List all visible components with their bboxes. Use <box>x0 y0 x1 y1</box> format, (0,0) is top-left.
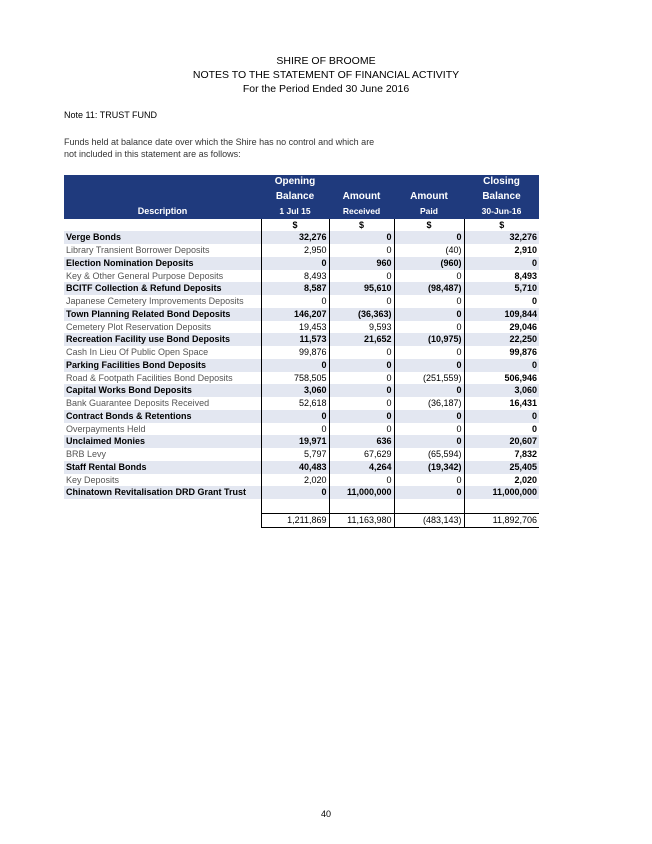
row-value: (40) <box>394 244 464 257</box>
currency-cell: $ <box>329 219 394 232</box>
row-value: (36,187) <box>394 397 464 410</box>
row-value: 960 <box>329 257 394 270</box>
row-value: 40,483 <box>261 461 329 474</box>
row-value: (960) <box>394 257 464 270</box>
header-closing-1: Closing <box>464 175 539 190</box>
row-value: 21,652 <box>329 333 394 346</box>
row-value: 3,060 <box>464 384 539 397</box>
row-value: 8,587 <box>261 282 329 295</box>
row-description: Cemetery Plot Reservation Deposits <box>66 321 212 332</box>
header-paid-1: Amount <box>394 190 464 205</box>
row-description: BRB Levy <box>66 449 107 459</box>
header-received-1: Amount <box>329 190 394 205</box>
row-value: 0 <box>329 231 394 244</box>
intro-line-1: Funds held at balance date over which the Shire has no control and which are <box>64 137 375 147</box>
table-row <box>64 448 539 461</box>
row-value: 758,505 <box>261 372 329 385</box>
table-row <box>64 372 539 385</box>
row-value: (10,975) <box>394 333 464 346</box>
row-value: 0 <box>394 384 464 397</box>
row-description: BCITF Collection & Refund Deposits <box>64 282 261 295</box>
row-description: Key & Other General Purpose Deposits <box>66 270 224 281</box>
table-row <box>64 410 539 423</box>
row-value: 0 <box>394 359 464 372</box>
table-row <box>64 244 539 257</box>
row-value: 0 <box>261 410 329 423</box>
row-value: 99,876 <box>509 347 537 357</box>
row-value: 0 <box>394 410 464 423</box>
row-description: Overpayments Held <box>66 423 146 434</box>
total-value: 11,892,706 <box>464 514 539 528</box>
table-row <box>64 333 539 346</box>
row-value: 0 <box>394 308 464 321</box>
row-value: 0 <box>261 257 329 270</box>
row-description: Staff Rental Bonds <box>64 461 261 474</box>
table-row <box>64 474 539 487</box>
row-value: 0 <box>394 295 464 308</box>
row-value: 8,493 <box>514 270 537 281</box>
header-notes-title: NOTES TO THE STATEMENT OF FINANCIAL ACTIVITY <box>192 69 460 81</box>
table-row <box>64 346 539 359</box>
row-description: Chinatown Revitalisation DRD Grant Trust <box>64 486 261 499</box>
row-value: 16,431 <box>509 398 537 408</box>
row-value: 0 <box>394 346 464 359</box>
row-value: 95,610 <box>329 282 394 295</box>
row-value: 0 <box>329 474 394 487</box>
row-value: 0 <box>394 474 464 487</box>
row-value: 0 <box>464 410 539 423</box>
total-value: 1,211,869 <box>261 514 329 528</box>
row-value: 11,000,000 <box>464 486 539 499</box>
row-value: 11,000,000 <box>329 486 394 499</box>
header-shire-name: SHIRE OF BROOME <box>276 55 376 67</box>
header-opening-3: 1 Jul 15 <box>261 204 329 219</box>
totals-row <box>64 514 539 528</box>
row-description: Road & Footpath Facilities Bond Deposits <box>66 372 233 383</box>
header-period: For the Period Ended 30 June 2016 <box>242 83 410 95</box>
row-value: 19,453 <box>261 321 329 334</box>
row-value: 0 <box>329 295 394 308</box>
table-header <box>64 175 539 219</box>
row-value: 3,060 <box>261 384 329 397</box>
row-value: 2,020 <box>261 474 329 487</box>
table-row <box>64 295 539 308</box>
table-row <box>64 359 539 372</box>
total-value: (483,143) <box>394 514 464 528</box>
table-row <box>64 423 539 436</box>
row-value: (36,363) <box>329 308 394 321</box>
row-value: 20,607 <box>464 435 539 448</box>
row-description: Unclaimed Monies <box>64 435 261 448</box>
row-value: 5,710 <box>464 282 539 295</box>
page-number: 40 <box>320 809 331 819</box>
row-value: 0 <box>394 423 464 436</box>
trust-fund-table <box>64 175 539 528</box>
row-value: 0 <box>329 359 394 372</box>
row-value: 0 <box>329 384 394 397</box>
row-value: 99,876 <box>261 346 329 359</box>
row-value: 9,593 <box>329 321 394 334</box>
currency-cell: $ <box>394 219 464 232</box>
row-description: Capital Works Bond Deposits <box>64 384 261 397</box>
row-value: 0 <box>329 423 394 436</box>
row-value: 2,950 <box>261 244 329 257</box>
row-value: 0 <box>394 486 464 499</box>
row-description: Verge Bonds <box>64 231 261 244</box>
row-value: 52,618 <box>261 397 329 410</box>
table-row <box>64 282 539 295</box>
row-value: (251,559) <box>394 372 464 385</box>
table-row <box>64 321 539 334</box>
row-value: 32,276 <box>464 231 539 244</box>
row-value: (98,487) <box>394 282 464 295</box>
row-value: 8,493 <box>261 270 329 283</box>
table-row <box>64 461 539 474</box>
row-value: 0 <box>261 423 329 436</box>
row-value: 5,797 <box>261 448 329 461</box>
row-value: 11,573 <box>261 333 329 346</box>
currency-cell: $ <box>499 219 505 230</box>
table-row <box>64 486 539 499</box>
row-value: 0 <box>329 397 394 410</box>
row-description: Recreation Facility use Bond Deposits <box>64 333 261 346</box>
currency-row <box>64 219 539 232</box>
header-paid-2: Paid <box>394 204 464 219</box>
table-body <box>64 219 539 528</box>
row-value: 0 <box>464 359 539 372</box>
row-value: (65,594) <box>394 448 464 461</box>
row-description: Japanese Cemetery Improvements Deposits <box>66 296 244 306</box>
intro-line-2: not included in this statement are as follows: <box>64 149 241 159</box>
row-value: 0 <box>464 257 539 270</box>
table-row <box>64 308 539 321</box>
row-value: 32,276 <box>261 231 329 244</box>
row-description: Parking Facilities Bond Deposits <box>64 359 261 372</box>
note-title: Note 11: TRUST FUND <box>64 110 158 120</box>
row-value: 0 <box>394 435 464 448</box>
row-value: 22,250 <box>464 333 539 346</box>
row-value: 0 <box>394 270 464 283</box>
currency-cell: $ <box>261 219 329 232</box>
row-value: 7,832 <box>514 449 537 459</box>
row-value: 0 <box>261 359 329 372</box>
table-row <box>64 231 539 244</box>
row-description: Key Deposits <box>66 474 120 485</box>
row-value: 2,910 <box>514 245 537 255</box>
row-value: (19,342) <box>394 461 464 474</box>
header-opening-1: Opening <box>261 175 329 190</box>
row-value: 0 <box>329 270 394 283</box>
row-value: 0 <box>329 372 394 385</box>
row-description: Town Planning Related Bond Deposits <box>64 308 261 321</box>
table-row <box>64 435 539 448</box>
spacer-row <box>64 499 539 514</box>
row-description: Contract Bonds & Retentions <box>64 410 261 423</box>
table-row <box>64 397 539 410</box>
table-row <box>64 270 539 283</box>
table-row <box>64 384 539 397</box>
header-closing-3: 30-Jun-16 <box>464 204 539 219</box>
row-value: 4,264 <box>329 461 394 474</box>
row-value: 0 <box>329 410 394 423</box>
row-value: 67,629 <box>329 448 394 461</box>
row-value: 25,405 <box>464 461 539 474</box>
row-value: 0 <box>261 486 329 499</box>
table-row <box>64 257 539 270</box>
row-description: Bank Guarantee Deposits Received <box>66 398 210 408</box>
row-value: 19,971 <box>261 435 329 448</box>
header-opening-2: Balance <box>261 190 329 205</box>
header-closing-2: Balance <box>464 190 539 205</box>
row-value: 2,020 <box>514 474 537 485</box>
total-value: 11,163,980 <box>329 514 394 528</box>
row-value: 146,207 <box>261 308 329 321</box>
row-value: 0 <box>531 296 537 306</box>
row-value: 0 <box>531 423 537 434</box>
row-value: 29,046 <box>509 321 537 332</box>
header-description: Description <box>64 175 261 219</box>
row-value: 0 <box>329 346 394 359</box>
row-description: Cash In Lieu Of Public Open Space <box>66 347 209 357</box>
row-value: 0 <box>394 321 464 334</box>
header-received-2: Received <box>329 204 394 219</box>
row-value: 636 <box>329 435 394 448</box>
row-value: 109,844 <box>464 308 539 321</box>
row-description: Library Transient Borrower Deposits <box>66 245 210 255</box>
row-value: 0 <box>394 231 464 244</box>
row-value: 0 <box>329 244 394 257</box>
row-description: Election Nomination Deposits <box>64 257 261 270</box>
row-value: 506,946 <box>504 372 537 383</box>
row-value: 0 <box>261 295 329 308</box>
